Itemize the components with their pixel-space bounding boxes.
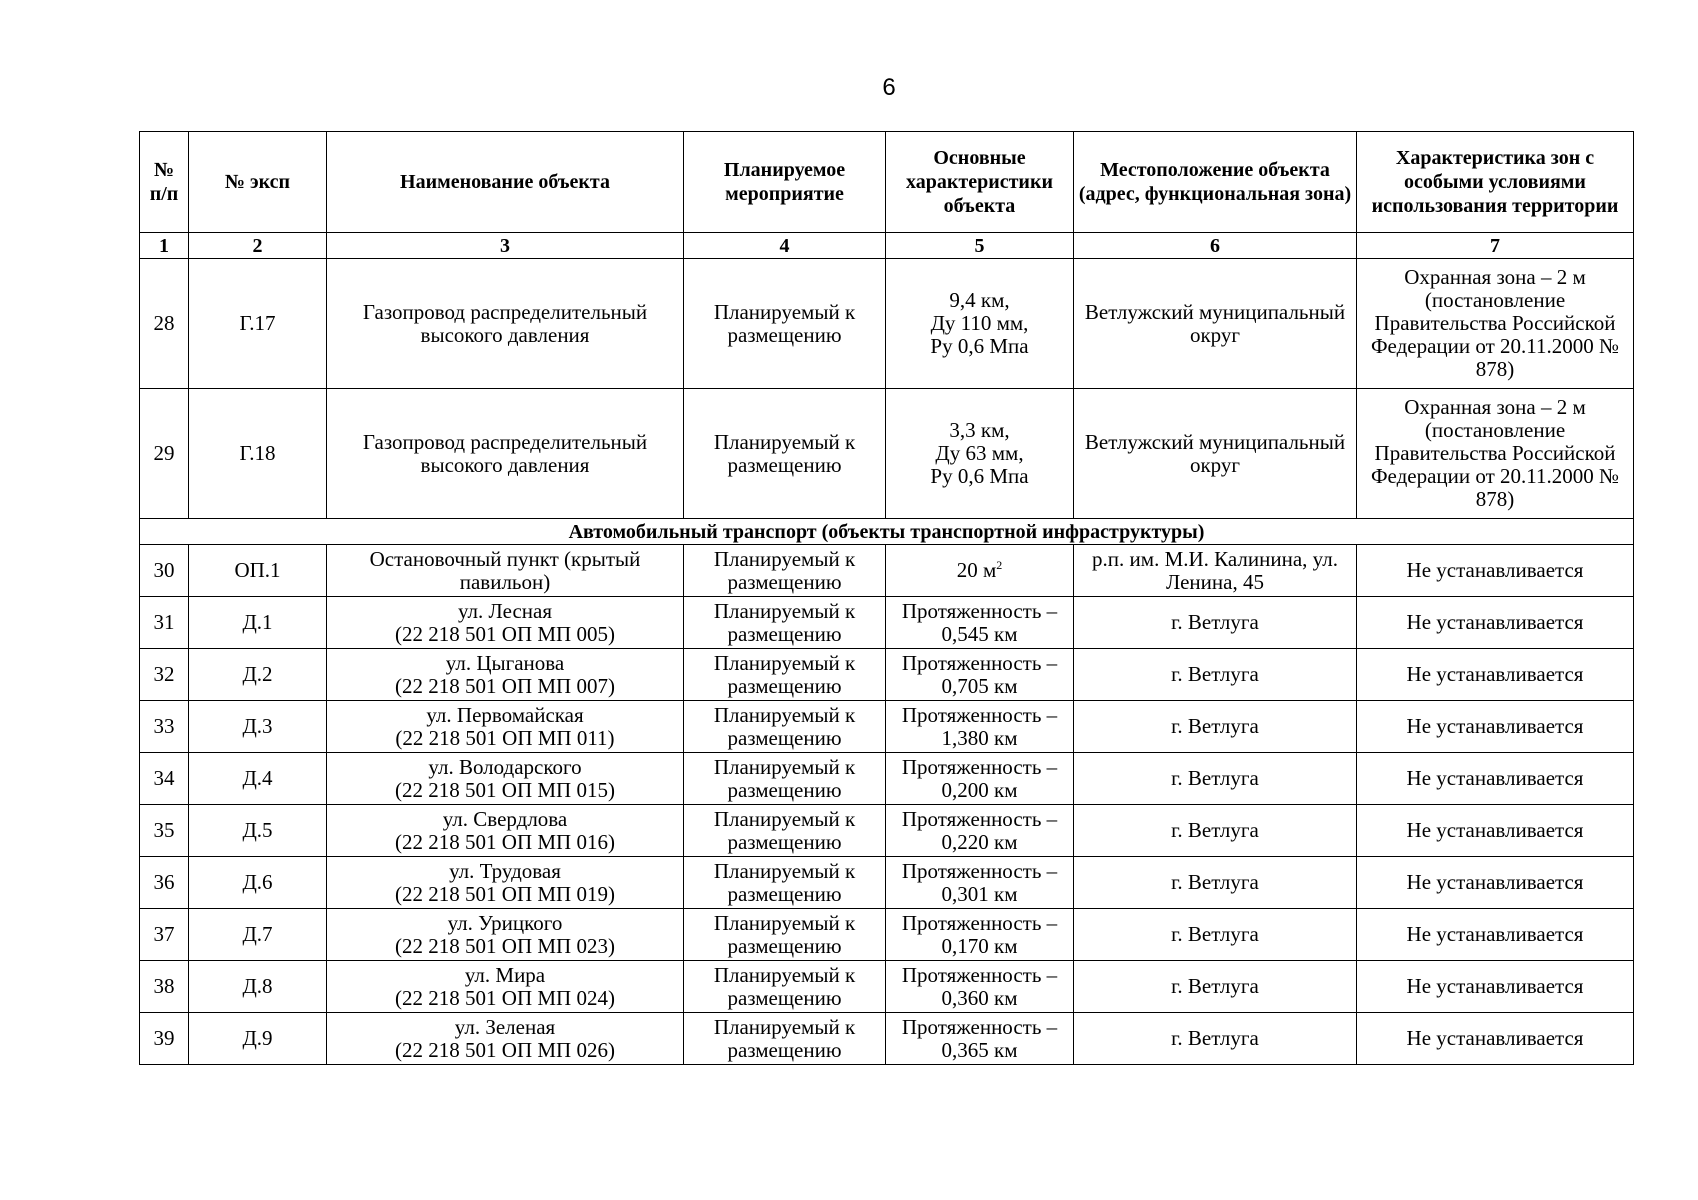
object-characteristics bbox=[886, 545, 1074, 597]
object-location: г. Ветлуга bbox=[1074, 857, 1357, 909]
header-cell: Местоположение объекта (адрес, функциональная зона) bbox=[1074, 132, 1357, 233]
exp-number: Д.3 bbox=[189, 701, 327, 753]
object-location: Ветлужский муниципальный округ bbox=[1074, 259, 1357, 389]
column-number-row bbox=[140, 233, 1634, 259]
object-name bbox=[327, 909, 684, 961]
object-characteristics bbox=[886, 389, 1074, 519]
object-name bbox=[327, 1013, 684, 1065]
object-name: Остановочный пункт (крытый павильон) bbox=[327, 545, 684, 597]
zone-characteristic: Не устанавливается bbox=[1357, 857, 1634, 909]
object-name bbox=[327, 701, 684, 753]
object-characteristics: Протяженность – 0,200 км bbox=[886, 753, 1074, 805]
planned-action: Планируемый к размещению bbox=[684, 1013, 886, 1065]
object-name bbox=[327, 597, 684, 649]
object-name bbox=[327, 857, 684, 909]
row-number: 37 bbox=[140, 909, 189, 961]
planned-action: Планируемый к размещению bbox=[684, 857, 886, 909]
object-characteristics: Протяженность – 0,170 км bbox=[886, 909, 1074, 961]
row-number: 30 bbox=[140, 545, 189, 597]
planned-action: Планируемый к размещению bbox=[684, 961, 886, 1013]
zone-characteristic: Не устанавливается bbox=[1357, 961, 1634, 1013]
street-name: ул. Цыганова bbox=[445, 650, 565, 675]
characteristic-line: 9,4 км, bbox=[949, 288, 1010, 312]
road-code: (22 218 501 ОП МП 015) bbox=[395, 777, 615, 802]
zone-characteristic: Не устанавливается bbox=[1357, 701, 1634, 753]
column-number: 4 bbox=[684, 233, 886, 259]
zone-characteristic: Не устанавливается bbox=[1357, 805, 1634, 857]
road-code: (22 218 501 ОП МП 005) bbox=[395, 621, 615, 646]
table-row bbox=[140, 857, 1634, 909]
characteristic-line: 3,3 км, bbox=[949, 418, 1010, 442]
object-characteristics: Протяженность – 0,545 км bbox=[886, 597, 1074, 649]
column-number: 7 bbox=[1357, 233, 1634, 259]
table-row bbox=[140, 909, 1634, 961]
row-number: 35 bbox=[140, 805, 189, 857]
exp-number: Д.2 bbox=[189, 649, 327, 701]
road-code: (22 218 501 ОП МП 024) bbox=[395, 985, 615, 1010]
object-location: г. Ветлуга bbox=[1074, 961, 1357, 1013]
table-row bbox=[140, 1013, 1634, 1065]
table-row bbox=[140, 545, 1634, 597]
objects-table bbox=[139, 131, 1634, 1065]
planned-action: Планируемый к размещению bbox=[684, 597, 886, 649]
road-code: (22 218 501 ОП МП 007) bbox=[395, 673, 615, 698]
zone-characteristic: Не устанавливается bbox=[1357, 909, 1634, 961]
header-cell: № п/п bbox=[140, 132, 189, 233]
planned-action: Планируемый к размещению bbox=[684, 909, 886, 961]
zone-characteristic: Не устанавливается bbox=[1357, 649, 1634, 701]
exp-number: Д.1 bbox=[189, 597, 327, 649]
column-number: 2 bbox=[189, 233, 327, 259]
zone-characteristic: Не устанавливается bbox=[1357, 545, 1634, 597]
object-characteristics: Протяженность – 0,301 км bbox=[886, 857, 1074, 909]
object-location: р.п. им. М.И. Калинина, ул. Ленина, 45 bbox=[1074, 545, 1357, 597]
object-name bbox=[327, 805, 684, 857]
table-row bbox=[140, 259, 1634, 389]
column-number: 5 bbox=[886, 233, 1074, 259]
column-number: 1 bbox=[140, 233, 189, 259]
zone-characteristic: Охранная зона – 2 м (постановление Правительства Российской Федерации от 20.11.2000 № 878) bbox=[1357, 389, 1634, 519]
exp-number: Г.18 bbox=[189, 389, 327, 519]
header-cell: Основные характеристики объекта bbox=[886, 132, 1074, 233]
table-row bbox=[140, 597, 1634, 649]
area-unit-superscript: 2 bbox=[996, 558, 1003, 572]
road-code: (22 218 501 ОП МП 023) bbox=[395, 933, 615, 958]
zone-characteristic: Не устанавливается bbox=[1357, 597, 1634, 649]
table-row bbox=[140, 805, 1634, 857]
zone-characteristic: Не устанавливается bbox=[1357, 1013, 1634, 1065]
road-code: (22 218 501 ОП МП 026) bbox=[395, 1037, 615, 1062]
table-row bbox=[140, 753, 1634, 805]
characteristic-line: Ру 0,6 Мпа bbox=[930, 334, 1029, 358]
header-cell: Характеристика зон с особыми условиями использования территории bbox=[1357, 132, 1634, 233]
object-name: Газопровод распределительный высокого давления bbox=[327, 389, 684, 519]
object-characteristics: Протяженность – 0,705 км bbox=[886, 649, 1074, 701]
header-cell: Планируемое мероприятие bbox=[684, 132, 886, 233]
planned-action: Планируемый к размещению bbox=[684, 649, 886, 701]
object-characteristics bbox=[886, 259, 1074, 389]
object-location: г. Ветлуга bbox=[1074, 597, 1357, 649]
object-location: г. Ветлуга bbox=[1074, 701, 1357, 753]
object-location: г. Ветлуга bbox=[1074, 1013, 1357, 1065]
table-row bbox=[140, 649, 1634, 701]
table-row bbox=[140, 961, 1634, 1013]
row-number: 34 bbox=[140, 753, 189, 805]
header-cell: № эксп bbox=[189, 132, 327, 233]
header-cell: Наименование объекта bbox=[327, 132, 684, 233]
object-name bbox=[327, 961, 684, 1013]
section-heading-row bbox=[140, 519, 1634, 545]
object-name: Газопровод распределительный высокого давления bbox=[327, 259, 684, 389]
exp-number: Г.17 bbox=[189, 259, 327, 389]
exp-number: Д.7 bbox=[189, 909, 327, 961]
street-name: ул. Первомайская bbox=[426, 702, 584, 727]
object-characteristics: Протяженность – 0,220 км bbox=[886, 805, 1074, 857]
row-number: 31 bbox=[140, 597, 189, 649]
street-name: ул. Мира bbox=[464, 962, 546, 987]
planned-action: Планируемый к размещению bbox=[684, 701, 886, 753]
road-code: (22 218 501 ОП МП 019) bbox=[395, 881, 615, 906]
planned-action: Планируемый к размещению bbox=[684, 389, 886, 519]
road-code: (22 218 501 ОП МП 011) bbox=[395, 725, 615, 750]
object-name bbox=[327, 649, 684, 701]
street-name: ул. Лесная bbox=[457, 598, 553, 623]
header-row bbox=[140, 132, 1634, 233]
exp-number: Д.4 bbox=[189, 753, 327, 805]
exp-number: Д.9 bbox=[189, 1013, 327, 1065]
column-number: 3 bbox=[327, 233, 684, 259]
street-name: ул. Урицкого bbox=[447, 910, 563, 935]
characteristic-line: Ду 63 мм, bbox=[935, 441, 1024, 465]
row-number: 28 bbox=[140, 259, 189, 389]
planned-action: Планируемый к размещению bbox=[684, 259, 886, 389]
object-location: г. Ветлуга bbox=[1074, 753, 1357, 805]
object-characteristics: Протяженность – 0,365 км bbox=[886, 1013, 1074, 1065]
planned-action: Планируемый к размещению bbox=[684, 805, 886, 857]
exp-number: Д.5 bbox=[189, 805, 327, 857]
planned-action: Планируемый к размещению bbox=[684, 545, 886, 597]
object-location: Ветлужский муниципальный округ bbox=[1074, 389, 1357, 519]
row-number: 32 bbox=[140, 649, 189, 701]
object-location: г. Ветлуга bbox=[1074, 909, 1357, 961]
characteristic-line: Ду 110 мм, bbox=[930, 311, 1029, 335]
exp-number: Д.8 bbox=[189, 961, 327, 1013]
table-row bbox=[140, 389, 1634, 519]
row-number: 29 bbox=[140, 389, 189, 519]
column-number: 6 bbox=[1074, 233, 1357, 259]
area-value: 20 м bbox=[956, 558, 997, 582]
table-row bbox=[140, 701, 1634, 753]
row-number: 38 bbox=[140, 961, 189, 1013]
object-characteristics: Протяженность – 0,360 км bbox=[886, 961, 1074, 1013]
object-name bbox=[327, 753, 684, 805]
object-characteristics: Протяженность – 1,380 км bbox=[886, 701, 1074, 753]
row-number: 39 bbox=[140, 1013, 189, 1065]
planned-action: Планируемый к размещению bbox=[684, 753, 886, 805]
page-number: 6 bbox=[882, 74, 896, 101]
object-location: г. Ветлуга bbox=[1074, 649, 1357, 701]
street-name: ул. Зеленая bbox=[454, 1014, 556, 1039]
street-name: ул. Трудовая bbox=[449, 858, 561, 883]
street-name: ул. Володарского bbox=[428, 754, 582, 779]
object-location: г. Ветлуга bbox=[1074, 805, 1357, 857]
zone-characteristic: Охранная зона – 2 м (постановление Правительства Российской Федерации от 20.11.2000 № 878) bbox=[1357, 259, 1634, 389]
street-name: ул. Свердлова bbox=[442, 806, 568, 831]
row-number: 33 bbox=[140, 701, 189, 753]
characteristic-line: Ру 0,6 Мпа bbox=[930, 464, 1029, 488]
section-heading: Автомобильный транспорт (объекты транспортной инфраструктуры) bbox=[140, 519, 1634, 545]
exp-number: ОП.1 bbox=[189, 545, 327, 597]
zone-characteristic: Не устанавливается bbox=[1357, 753, 1634, 805]
exp-number: Д.6 bbox=[189, 857, 327, 909]
row-number: 36 bbox=[140, 857, 189, 909]
road-code: (22 218 501 ОП МП 016) bbox=[395, 829, 615, 854]
